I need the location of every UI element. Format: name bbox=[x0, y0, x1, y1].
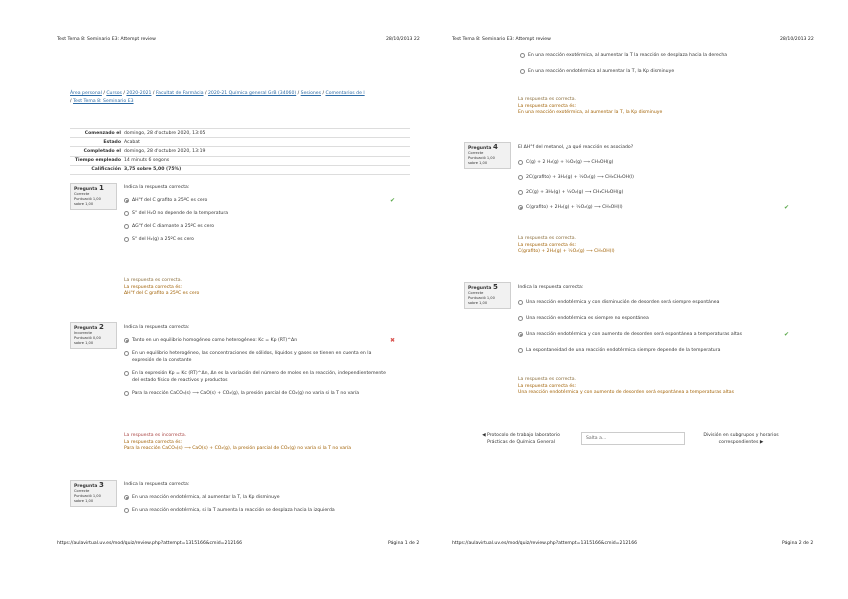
question-4-body bbox=[518, 144, 798, 217]
question-5-feedback: La respuesta es correcta. La respuesta correcta és: Una reacción endotérmica y con aumento de desorden será espontánea a temperaturas altas bbox=[518, 377, 734, 395]
answer-option[interactable]: 2C(grafito) + 3H₂(g) + ½O₂(g) ⟶ CH₃CH₂OH(l) bbox=[518, 174, 798, 181]
breadcrumb-course[interactable]: 2020-21 Química general GrB (34060) bbox=[208, 91, 297, 96]
question-points: Puntuació 1,00 bbox=[468, 156, 495, 160]
question-5-info: Pregunta 5 Correcte Puntuació 1,00 sobre 1,00 bbox=[464, 282, 511, 309]
summary-row: Comenzado el domingo, 28 d'octubre 2020, 13:05 bbox=[70, 128, 410, 137]
radio-selected-icon[interactable] bbox=[124, 198, 129, 203]
radio-icon[interactable] bbox=[124, 224, 129, 229]
question-3-body bbox=[124, 481, 399, 520]
question-4-feedback: La respuesta es correcta. La respuesta correcta és: C(grafito) + 2H₂(g) + ½O₂(g) ⟶ CH₃OH(l) bbox=[518, 236, 615, 254]
next-activity-link[interactable]: División en subgrupos y horarios correspondientes ▶ bbox=[703, 433, 779, 445]
page-header-title: Test Tema 8: Seminario E3: Attempt review bbox=[57, 37, 156, 42]
radio-icon[interactable] bbox=[518, 316, 523, 321]
radio-icon[interactable] bbox=[518, 348, 523, 353]
radio-selected-icon[interactable] bbox=[518, 332, 523, 337]
answer-option[interactable]: En una reacción endotérmica, al aumentar la T, la Kp disminuye bbox=[124, 494, 399, 501]
breadcrumb-comments[interactable]: Comentarios de l bbox=[325, 91, 365, 96]
radio-icon[interactable] bbox=[520, 53, 525, 58]
question-2-feedback: La respuesta es incorrecta. La respuesta correcta és: Para la reacción CaCO₃(s) ⟶ CaO(s) + CO₂(g), la presión parcial de CO₂(g) no varía si la T no varía bbox=[124, 433, 352, 451]
summary-row: Completado el domingo, 28 d'octubre 2020, 13:19 bbox=[70, 146, 410, 155]
question-points: Puntuació 1,00 bbox=[468, 296, 495, 300]
question-status: Correcte bbox=[74, 489, 90, 493]
page-footer-number: Página 2 de 2 bbox=[782, 541, 814, 546]
question-3-body-continued bbox=[520, 52, 800, 81]
question-status: Incorrecte bbox=[74, 331, 93, 335]
radio-icon[interactable] bbox=[520, 69, 525, 74]
check-icon: ✔ bbox=[390, 197, 396, 204]
answer-option[interactable]: C(g) + 2 H₂(g) + ½O₂(g) ⟶ CH₃OH(g) bbox=[518, 159, 798, 166]
summary-row: Calificación 3,75 sobre 5,00 (75%) bbox=[70, 165, 410, 175]
question-max-points: sobre 1,00 bbox=[74, 499, 94, 503]
question-prompt: El ΔH°f del metanol, ¿a qué reacción es asociado? bbox=[518, 145, 634, 150]
page-footer-url: https://aulavirtual.uv.es/mod/quiz/review.php?attempt=1315166&cmid=212166 bbox=[452, 541, 638, 546]
answer-option[interactable]: Una reacción endotérmica es siempre no espontánea bbox=[518, 315, 798, 322]
answer-option[interactable]: En un equilibrio heterogéneo, las concentraciones de sólidos, líquidos y gases se tienen en cuenta en la expresión de la constante bbox=[124, 350, 386, 364]
previous-activity-link[interactable]: ◀ Protocolo de trabajo laboratorio Prácticas de Química General bbox=[482, 433, 560, 445]
check-icon: ✔ bbox=[784, 204, 790, 211]
breadcrumb-home[interactable]: Área personal bbox=[70, 91, 102, 96]
radio-selected-icon[interactable] bbox=[124, 338, 129, 343]
question-3-info: Pregunta 3 Correcte Puntuació 1,00 sobre 1,00 bbox=[70, 480, 117, 507]
cross-icon: ✖ bbox=[390, 337, 396, 344]
check-icon: ✔ bbox=[784, 331, 790, 338]
breadcrumb: Área personal / Cursos / 2020-2021 / Facultat de Farmàcia / 2020-21 Química general GrB (34060) / Sesiones / Comentarios de l / Test Tema 8: Seminario E3 bbox=[70, 91, 365, 104]
summary-row: Estado Acabat bbox=[70, 137, 410, 146]
question-max-points: sobre 1,00 bbox=[468, 301, 488, 305]
breadcrumb-sessions[interactable]: Sesiones bbox=[300, 91, 322, 96]
question-status: Correcte bbox=[74, 192, 90, 196]
question-prompt: Indica la respuesta correcta: bbox=[124, 325, 190, 330]
radio-icon[interactable] bbox=[124, 211, 129, 216]
answer-option[interactable]: ΔG°f del C diamante a 25ºC es cero bbox=[124, 223, 399, 230]
question-max-points: sobre 1,00 bbox=[74, 202, 94, 206]
answer-option[interactable]: C(grafito) + 2H₂(g) + ½O₂(g) ⟶ CH₃OH(l) ✔ bbox=[518, 204, 798, 211]
page-header-date: 28/10/2013 22 bbox=[386, 37, 420, 42]
answer-option[interactable]: Una reacción endotérmica y con disminución de desorden será siempre espontánea bbox=[518, 299, 798, 306]
radio-icon[interactable] bbox=[124, 237, 129, 242]
answer-option[interactable]: En la expresión Kp = Kc (RT)^Δn, Δn es la variación del número de moles en la reacción, independientemente del estado físico de reactivos y productos bbox=[124, 370, 386, 384]
question-3-feedback: La respuesta es correcta. La respuesta correcta és: En una reacción exotérmica, al aumentar la T, la Kp disminuye bbox=[518, 97, 663, 115]
answer-option[interactable]: En una reacción endotérmica, si la T aumenta la reacción se desplaza hacia la izquierda bbox=[124, 507, 399, 514]
radio-icon[interactable] bbox=[518, 190, 523, 195]
question-points: Puntuació 1,00 bbox=[74, 197, 101, 201]
radio-selected-icon[interactable] bbox=[518, 205, 523, 210]
breadcrumb-test[interactable]: Test Tema 8: Seminario E3 bbox=[73, 99, 134, 104]
answer-option[interactable]: S° del H₂O no depende de la temperatura bbox=[124, 210, 399, 217]
page-header-title: Test Tema 8: Seminario E3: Attempt review bbox=[452, 37, 551, 42]
question-1-feedback: La respuesta es correcta. La respuesta correcta és: ΔH°f del C grafito a 25ºC es cero bbox=[124, 278, 200, 296]
question-1-info: Pregunta 1 Correcte Puntuació 1,00 sobre 1,00 bbox=[70, 183, 117, 210]
radio-selected-icon[interactable] bbox=[124, 495, 129, 500]
answer-option[interactable]: 2C(g) + 3H₂(g) + ½O₂(g) ⟶ CH₃CH₂OH(g) bbox=[518, 189, 798, 196]
summary-row: Tiempo empleado 14 minuts 6 segons bbox=[70, 156, 410, 165]
question-2-info: Pregunta 2 Incorrecte Puntuació 0,00 sobre 1,00 bbox=[70, 322, 117, 349]
radio-icon[interactable] bbox=[124, 508, 129, 513]
question-max-points: sobre 1,00 bbox=[468, 161, 488, 165]
question-points: Puntuació 0,00 bbox=[74, 336, 101, 340]
question-1-body bbox=[124, 184, 399, 249]
answer-option[interactable]: Una reacción endotérmica y con aumento de desorden será espontánea a temperaturas altas ✔ bbox=[518, 331, 798, 338]
page-header-date: 28/10/2013 22 bbox=[780, 37, 814, 42]
question-2-body bbox=[124, 324, 396, 403]
answer-option[interactable]: En una reacción endotérmica al aumentar la T, la Kp disminuye bbox=[520, 68, 800, 75]
question-points: Puntuació 1,00 bbox=[74, 494, 101, 498]
radio-icon[interactable] bbox=[124, 391, 129, 396]
radio-icon[interactable] bbox=[124, 371, 129, 376]
page-footer-url: https://aulavirtual.uv.es/mod/quiz/review.php?attempt=1315166&cmid=212166 bbox=[57, 541, 243, 546]
question-4-info: Pregunta 4 Correcte Puntuació 1,00 sobre 1,00 bbox=[464, 142, 511, 169]
question-status: Correcte bbox=[468, 291, 484, 295]
radio-icon[interactable] bbox=[518, 175, 523, 180]
answer-option[interactable]: Para la reacción CaCO₃(s) ⟶ CaO(s) + CO₂(g), la presión parcial de CO₂(g) no varía si la T no varía bbox=[124, 390, 386, 397]
question-prompt: Indica la respuesta correcta: bbox=[124, 185, 190, 190]
breadcrumb-faculty[interactable]: Facultat de Farmàcia bbox=[155, 91, 204, 96]
answer-option[interactable]: ΔH°f del C grafito a 25ºC es cero ✔ bbox=[124, 197, 399, 204]
radio-icon[interactable] bbox=[518, 160, 523, 165]
answer-option[interactable]: La espontaneidad de una reacción endotérmica siempre depende de la temperatura bbox=[518, 347, 798, 354]
breadcrumb-courses[interactable]: Cursos bbox=[106, 91, 122, 96]
answer-option[interactable]: Tanto en un equilibrio homogéneo como heterogéneo: Kc = Kp (RT)^Δn ✖ bbox=[124, 337, 386, 344]
page-footer-number: Página 1 de 2 bbox=[388, 541, 420, 546]
page-2 bbox=[424, 0, 848, 599]
answer-option[interactable]: S° del H₂(g) a 25ºC es cero bbox=[124, 236, 399, 243]
answer-option[interactable]: En una reacción exotérmica, al aumentar la T la reacción se desplaza hacia la derecha bbox=[520, 52, 800, 59]
jump-to-select[interactable]: Salta a... bbox=[581, 432, 685, 445]
radio-icon[interactable] bbox=[124, 351, 129, 356]
attempt-summary-table bbox=[70, 128, 410, 175]
breadcrumb-year[interactable]: 2020-2021 bbox=[126, 91, 152, 96]
question-status: Correcte bbox=[468, 151, 484, 155]
question-max-points: sobre 1,00 bbox=[74, 341, 94, 345]
question-prompt: Indica la respuesta correcta: bbox=[518, 285, 584, 290]
question-prompt: Indica la respuesta correcta: bbox=[124, 482, 190, 487]
radio-icon[interactable] bbox=[518, 300, 523, 305]
question-5-body bbox=[518, 284, 798, 360]
